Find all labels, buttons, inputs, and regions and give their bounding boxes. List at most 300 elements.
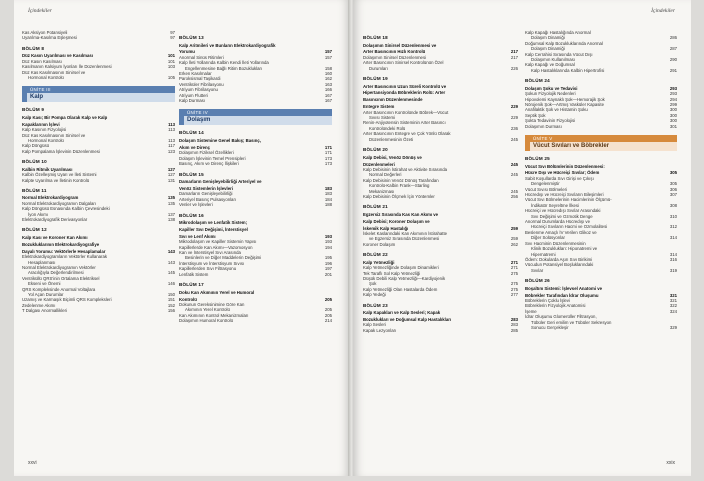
entry-page: 259: [510, 225, 518, 231]
entry-page: 117: [168, 143, 175, 149]
entry-title: Kalp Debisinin Venöz Dönüş Tarafından: [363, 177, 439, 183]
toc-entry: [363, 219, 518, 224]
entry-title: Elektrokardiyografik Derivasyonlar: [22, 217, 88, 223]
entry-title: Hücreiçi Sıvıların Hacmi ve Ozmolalitesi: [531, 224, 608, 230]
entry-title: İdrar Oluşumu Glomerüller Filtrasyon,: [525, 314, 597, 320]
entry-page: 217: [510, 54, 518, 60]
entry-page: 171: [324, 150, 332, 156]
entry-page: 183: [324, 191, 332, 197]
toc-entry: [363, 66, 518, 71]
entry-page: 135: [167, 200, 175, 206]
entry-title: Normal Elektrokardiyogramın Vektörler: [22, 264, 96, 270]
entry-page: 245: [510, 188, 518, 194]
entry-title: Kalp Debisinin İstirahat ve Aktivite Sırasında: [363, 166, 448, 172]
toc-entry: [22, 217, 175, 222]
entry-page: 291: [669, 67, 677, 73]
entry-title: Yol Açan Durumlar: [28, 292, 64, 297]
unit-title: Kalp: [30, 94, 44, 101]
entry-page: 97: [170, 35, 175, 41]
entry-title: Kalp Hastalıklarında Kalbin Hipertrofisi: [531, 67, 605, 73]
chapter-heading: BÖLÜM 13: [179, 35, 204, 40]
chapter-heading: BÖLÜM 14: [179, 130, 204, 136]
entry-title: Şok: [369, 281, 377, 287]
entry-page: 103: [167, 64, 175, 70]
entry-page: 127: [167, 172, 175, 178]
entry-page: 271: [510, 265, 518, 271]
toc-entry: [525, 164, 677, 169]
entry-page: 293: [669, 85, 677, 91]
entry-title: Damarların Genişleyebilirliği Arteriyel ve: [179, 179, 262, 184]
entry-title: Klinik Bozuklukları: Hiponatremi ve: [531, 246, 598, 252]
entry-title: Kapiller Sıvı Değişimi, İnterstisyel: [179, 226, 248, 232]
entry-title: Böbreklerin Çoklu İşlevi: [525, 297, 570, 303]
entry-title: Dolaşım Şoku ve Tedavisi: [525, 85, 578, 91]
entry-title: İşeme: [525, 308, 537, 314]
toc-entry: [363, 155, 518, 160]
entry-page: 156: [167, 308, 175, 314]
entry-page: 143: [167, 259, 175, 265]
running-head: İçindekiler: [651, 8, 675, 14]
entry-page: 151: [167, 297, 175, 303]
entry-title: Entegre Sistem: [363, 104, 395, 110]
entry-title: Böbreklerin Fizyolojik Anatomisi: [525, 303, 586, 309]
entry-title: Kalp Pompalama İşlevinin Düzenlenmesi: [22, 148, 100, 154]
chapter-heading: BÖLÜM 26: [525, 278, 550, 284]
toc-column: [363, 30, 518, 333]
entry-title: Hücreiçi ve Hücredışı Sıvılar Arasındaki: [525, 208, 601, 214]
entry-title: Düz Kas Kasılmasının Sinirsel ve: [22, 69, 86, 75]
entry-title: Kalp Durması: [179, 98, 206, 104]
entry-title: Kalp Döngüsü Esnasında Kalbin Çevresindeki: [22, 206, 110, 212]
entry-title: Durumları: [369, 65, 388, 71]
entry-page: 101: [167, 53, 175, 59]
chapter-heading: BÖLÜM 22: [363, 252, 388, 258]
entry-title: Düzenlenmeleri: [363, 161, 395, 167]
entry-title: Beslenme Amaçlı İV Verilen Glikoz ve: [525, 229, 597, 235]
entry-page: 277: [510, 292, 518, 298]
entry-title: Ödem: Dokularda Aşırı Sıvı Birikimi: [525, 256, 593, 262]
entry-page: 226: [510, 65, 518, 71]
entry-page: 160: [324, 71, 332, 77]
entry-title: Kalp Debisi, Venöz Dönüş ve: [363, 154, 422, 160]
entry-page: 314: [669, 251, 677, 257]
entry-page: 194: [324, 244, 332, 250]
entry-page: 245: [510, 172, 518, 178]
entry-page: 285: [510, 327, 518, 333]
entry-title: Kapillerlerde Kan Akımı—Vazomosyon: [179, 244, 253, 250]
entry-page: 163: [324, 81, 332, 87]
entry-title: Dolaşımın Sinirsel Düzenlenmesi: [363, 54, 427, 60]
entry-title: İnterstisyum ve İnterstisyum Sıvısı: [179, 260, 245, 266]
entry-title: Atriyum Fibrilasyonu: [179, 87, 218, 93]
entry-page: 306: [669, 186, 677, 192]
toc-entry: [363, 84, 518, 89]
entry-title: Ventriküllü QRS'inin Ortalama Elektriksel: [22, 275, 100, 281]
entry-title: Bozuklukları ve Doğumsal Kalp Hastalıkları: [363, 317, 452, 323]
entry-page: 300: [669, 107, 677, 113]
unit-title: Dolaşım: [187, 117, 211, 124]
toc-entry: [22, 178, 175, 183]
toc-entry: [22, 149, 175, 154]
entry-page: 324: [669, 308, 677, 314]
entry-title: QRS Kompleksinde Anormal Voltajlara: [22, 286, 96, 292]
entry-title: Vücut Sıvı Bölmelerinin Hacimlerinin Ölçümü-: [525, 197, 612, 203]
chapter-heading: BÖLÜM 8: [22, 45, 45, 51]
toc-entry: [179, 43, 332, 48]
entry-title: Kalp Kapağı Hastalığında Anormal: [525, 30, 591, 35]
entry-title: Normal Elektrokardiyogramın Dalgaları: [22, 200, 97, 206]
entry-page: 113: [168, 137, 175, 143]
entry-title: Hormonal Kontrolü: [28, 74, 64, 80]
entry-title: Kan Akımının Kontrol Mekanizmaları: [179, 312, 249, 318]
chapter-heading: BÖLÜM 16: [179, 212, 204, 218]
entry-page: 157: [324, 49, 332, 55]
toc-entry: [22, 242, 175, 247]
entry-title: Dolaşım İşlevinin Temel Prensipleri: [179, 155, 246, 161]
entry-page: 283: [510, 322, 518, 328]
entry-page: 262: [510, 241, 518, 247]
entry-page: 259: [510, 236, 518, 242]
entry-title: Tübüler Geri emilim ve Tübüler Sekresyon: [531, 319, 612, 325]
entry-page: 173: [324, 155, 332, 161]
entry-page: 162: [324, 76, 332, 82]
entry-title: Dolaşımın Durması: [525, 123, 562, 129]
entry-page: 193: [324, 239, 332, 245]
entry-page: 286: [669, 35, 677, 41]
entry-title: Dolaşımın Kullanılması: [531, 57, 575, 63]
entry-title: Böbrekler Tarafından İdrar Oluşumu: [525, 292, 599, 298]
entry-title: Kalbin Ritmik Uyarılması: [22, 166, 73, 172]
entry-title: Paroksismal Taşikardi: [179, 76, 221, 82]
entry-title: Mikrodolaşım ve Kapiller Sistemin Yapısı: [179, 239, 257, 245]
entry-page: 312: [669, 224, 677, 230]
entry-title: Şokta Tedavinin Fizyolojisi: [525, 118, 576, 124]
entry-title: Kalp Yedeği: [363, 292, 386, 298]
entry-page: 138: [167, 217, 175, 223]
entry-title: Bozukluklarının Elektrokardiyografiye: [22, 241, 100, 247]
entry-page: 214: [324, 318, 332, 324]
toc-entry: [363, 328, 518, 333]
entry-page: 314: [669, 235, 677, 241]
toc-entry: [525, 286, 677, 291]
toc-entry: [179, 98, 332, 103]
unit-banner: [22, 86, 175, 102]
toc-entry: [179, 138, 332, 143]
entry-title: Arter Basıncının Kontrolünde Böbrek—Vücut: [363, 109, 449, 115]
page-number: xxvi: [28, 460, 37, 466]
entry-title: Arteriyel Basınç Pulsasyonları: [179, 196, 237, 202]
entry-title: Şokun Fizyolojik Nedenleri: [525, 91, 576, 97]
entry-title: Basınç, Akım ve Direnç İlişkileri: [179, 161, 239, 167]
entry-page: 167: [324, 98, 332, 104]
entry-title: Hipertansiyonda Böbreklerin Rolü: Arter: [363, 90, 446, 96]
entry-title: Vücut Sıvı Bölümlerinin Düzenlenmesi:: [525, 163, 605, 169]
entry-page: 131: [167, 177, 175, 183]
entry-title: Damarların Genişleyebilirliği: [179, 191, 233, 197]
entry-page: 300: [669, 118, 677, 124]
toc-entry: [22, 235, 175, 240]
entry-title: Atriyum Flutteri: [179, 92, 208, 98]
entry-title: Vücudun Potansiyel Boşluklarındaki: [525, 262, 594, 268]
entry-title: Kalp Döngüsü: [22, 143, 49, 149]
toc-entry: [179, 220, 332, 225]
entry-page: 167: [324, 92, 332, 98]
toc-entry: [22, 115, 175, 120]
entry-title: Doğumsal Kalp Bozukluklarında Anormal: [525, 40, 603, 46]
entry-page: 229: [510, 104, 518, 110]
entry-page: 197: [324, 266, 332, 272]
entry-page: 245: [510, 161, 518, 167]
toc-entry: [22, 308, 175, 313]
entry-title: Zedelenme Akımı: [22, 302, 56, 308]
entry-title: Arter Basıncının Uzun Süreli Kontrolü ve: [363, 83, 447, 89]
toc-entry: [363, 292, 518, 297]
unit-title: Vücut Sıvıları ve Böbrekler: [533, 143, 610, 149]
entry-page: 287: [669, 46, 677, 52]
entry-page: 145: [167, 270, 175, 276]
toc-entry: [22, 75, 175, 80]
entry-page: 171: [324, 144, 332, 150]
toc-entry: [363, 242, 518, 247]
entry-page: 321: [669, 297, 677, 303]
entry-page: 310: [669, 213, 677, 219]
entry-page: 308: [669, 202, 677, 208]
entry-title: Arter Basıncının Hızlı Kontrolü: [363, 49, 426, 55]
entry-title: Düşük Debili Kalp Yetmezliği—Kardiyojenik: [363, 276, 446, 281]
entry-page: 137: [167, 211, 175, 217]
entry-title: Sıvı Değişimi ve Ozmotik Denge: [531, 213, 593, 219]
entry-title: Düz Kas Kasılmasının Sinirsel ve: [22, 132, 86, 138]
entry-page: 319: [669, 267, 677, 273]
entry-title: Kapillerlerden Sıvı Filtrasyonu: [179, 266, 237, 272]
toc-entry: [525, 124, 677, 129]
chapter-heading: BÖLÜM 23: [363, 302, 388, 308]
entry-title: Mikrodolaşım ve Lenfatik Sistem;: [179, 220, 248, 226]
entry-page: 105: [167, 74, 175, 80]
toc-entry: [525, 68, 677, 73]
entry-page: 229: [510, 115, 518, 121]
entry-title: Hücre Dışı ve Hücreiçi Sıvılar; Ödem: [525, 170, 600, 176]
entry-page: 300: [669, 112, 677, 118]
chapter-heading: BÖLÜM 19: [363, 76, 388, 82]
entry-title: Elektrokardiyogramların Vektörler Kullanarak: [22, 254, 108, 260]
entry-page: 113: [168, 127, 175, 133]
entry-page: 275: [510, 281, 518, 287]
entry-title: Dolaşımın Fiziksel Özellikleri: [179, 150, 234, 156]
entry-page: 193: [324, 233, 332, 239]
entry-title: Kas Aksiyon Potansiyeli: [22, 30, 68, 35]
entry-title: Tek Taraflı Sol Kalp Yetmezliği: [363, 270, 421, 276]
entry-title: Sıvı Hacminin Düzenlenmesinin: [525, 240, 586, 246]
entry-page: 146: [167, 281, 175, 287]
entry-title: Basıncının Düzenlenmesinde: [363, 97, 423, 103]
entry-title: Kalp Yetmezliği Olan Hastalarda Ödem: [363, 286, 438, 292]
entry-page: 123: [167, 148, 175, 154]
toc-entry: [525, 325, 677, 330]
entry-page: 275: [510, 270, 518, 276]
entry-page: 101: [167, 58, 175, 64]
entry-page: 184: [324, 196, 332, 202]
entry-page: 205: [324, 296, 332, 302]
entry-title: Nörojenik Şok—Artmış Vasküler Kapasite: [525, 101, 604, 107]
entry-page: 113: [168, 121, 175, 127]
entry-page: 256: [510, 193, 518, 199]
entry-page: 152: [167, 302, 175, 308]
entry-title: Dengelenmiştir: [531, 181, 560, 187]
toc-entry: [363, 90, 518, 95]
entry-title: Dokunun Gereksinimine Göre Kan: [179, 301, 245, 307]
entry-title: Arter Basıncının Sinirsel Kontrolünün Özel: [363, 60, 444, 66]
page-number: xxix: [666, 460, 675, 466]
entry-title: Düz Kasın Uyarılması ve Kasılması: [22, 53, 93, 59]
entry-page: 173: [324, 161, 332, 167]
entry-title: Venöz Sistemlerin İşlevleri: [179, 185, 233, 191]
entry-page: 290: [669, 57, 677, 63]
entry-page: 205: [324, 307, 332, 313]
entry-title: Normal Değerleri: [369, 172, 402, 178]
entry-title: Kalp İleti Yollarında Kalbin Kendi İleti Yollarında: [179, 60, 269, 66]
entry-title: Kapaklarının İşlevi: [22, 121, 60, 127]
entry-title: Kalp Kası ve Koroner Kan Akımı: [22, 234, 88, 240]
chapter-heading: BÖLÜM 18: [363, 35, 388, 40]
entry-page: 271: [510, 259, 518, 265]
entry-title: Mekanizması: [369, 188, 395, 194]
entry-title: Lenfatik Sistem: [179, 271, 209, 277]
entry-title: İndikatör Seyreltme İlkesi: [531, 202, 580, 208]
chapter-heading: BÖLÜM 10: [22, 159, 47, 165]
unit-number: ÜNİTE IV: [184, 109, 332, 116]
entry-page: 305: [669, 170, 677, 176]
entry-title: Hipovolemi Kaynaklı Şok—Hemorajik Şok: [525, 96, 605, 102]
toc-column: [179, 30, 332, 324]
entry-page: 329: [669, 324, 677, 330]
toc-entry: [363, 212, 518, 217]
toc-entry: [363, 43, 518, 48]
entry-title: Egzersiz Sırasında Kas Kan Akımı ve: [363, 211, 439, 217]
entry-page: 322: [669, 303, 677, 309]
entry-title: Sıvılar: [531, 267, 544, 273]
entry-title: Uzamış ve Karmaşık Biçimli QRS Kompleksleri: [22, 297, 112, 303]
toc-entry: [179, 318, 332, 323]
entry-page: 196: [324, 260, 332, 266]
entry-page: 245: [510, 136, 518, 142]
entry-title: Yorumu: [179, 49, 195, 55]
entry-title: Sabit Koşullarda Sıvı Girişi ve Çıkışı: [525, 175, 594, 181]
entry-page: 294: [669, 96, 677, 102]
chapter-heading: BÖLÜM 12: [22, 227, 47, 233]
unit-number: ÜNİTE V: [530, 135, 677, 142]
entry-title: Dolaşım Dinamiği: [531, 46, 565, 52]
entry-title: İskemik Kalp Hastalığı: [363, 225, 409, 231]
entry-title: Kasılmanın Kalsiyum İyonları İle Düzenlenmesi: [22, 64, 112, 70]
unit-banner: [525, 135, 677, 151]
entry-title: Vücut Sıvısı Bölmeleri: [525, 186, 568, 192]
toc-entry: [179, 179, 332, 184]
entry-title: Kalp Kapakları ve Kalp Sesleri; Kapak: [363, 310, 441, 316]
entry-page: 316: [669, 256, 677, 262]
entry-page: 299: [669, 101, 677, 107]
entry-page: 301: [669, 123, 677, 129]
entry-title: Uyarılma-Kasılma Eşleşmesi: [22, 35, 77, 41]
entry-page: 305: [669, 181, 677, 187]
entry-title: Hücredışı ve Hücreiçi Sıvıların Bileşimleri: [525, 192, 604, 198]
entry-title: Akım ve Direnç: [179, 144, 211, 150]
toc-entry: [179, 272, 332, 277]
entry-title: Dolaşım Sistemine Genel Bakış; Basınç,: [179, 137, 261, 143]
entry-title: Anafilaktik Şok ve Histamin Şoku: [525, 107, 588, 113]
chapter-heading: BÖLÜM 21: [363, 204, 388, 210]
entry-title: Dolaşımın Sinirsel Düzenlenmesi ve: [363, 42, 437, 48]
entry-title: Kontrolü: [179, 296, 197, 302]
entry-page: 205: [324, 312, 332, 318]
entry-title: Hipernatremi: [531, 251, 556, 257]
running-head: İçindekiler: [28, 8, 52, 14]
entry-page: 283: [510, 317, 518, 323]
chapter-heading: BÖLÜM 11: [22, 187, 47, 193]
entry-page: 135: [167, 195, 175, 201]
entry-page: 183: [324, 185, 332, 191]
toc-entry: [525, 268, 677, 273]
toc-column: [22, 30, 175, 314]
toc-entry: [179, 161, 332, 166]
chapter-heading: BÖLÜM 9: [22, 107, 45, 113]
entry-title: Renin-Anjiyotensin Sisteminin Arter Basıncı: [363, 120, 446, 126]
chapter-heading: BÖLÜM 17: [179, 282, 204, 288]
entry-page: 188: [324, 202, 332, 208]
entry-page: 150: [167, 292, 175, 297]
chapter-heading: BÖLÜM 24: [525, 78, 550, 84]
entry-title: İskelet Kaslarındaki Kan Akımının İstirahatte: [363, 231, 448, 237]
entry-title: Anormal Sinüs Ritimleri: [179, 54, 224, 60]
toc-column: [525, 30, 677, 330]
entry-title: Besinlerin ve Diğer Maddelerin Değişimi: [185, 255, 262, 261]
entry-title: Septik Şok: [525, 112, 546, 118]
entry-title: Dolaşım Dinamiği: [531, 35, 565, 41]
entry-title: Aracılığıyla Değerlendirilmesi: [28, 270, 84, 276]
entry-title: Dolaşımın Humoral Kontrolü: [179, 318, 233, 324]
entry-title: Sıvısı Sistemi: [369, 115, 396, 121]
entry-page: 217: [510, 49, 518, 55]
entry-title: Kalp Kası; Bir Pompa Olarak Kalp ve Kalp: [22, 114, 108, 120]
entry-page: 321: [669, 292, 677, 298]
entry-title: Ekseni ve Önemi: [28, 281, 61, 287]
entry-title: Engellenmesine Bağlı Ritim Bozuklukları: [185, 65, 263, 71]
entry-title: Diğer Solüsyonlar: [531, 235, 565, 241]
entry-title: Kalp Kasının Fizyolojisi: [22, 127, 67, 133]
entry-page: 275: [510, 286, 518, 292]
entry-title: Kalp Yetmezliğinde Dolaşım Dinamikleri: [363, 265, 439, 271]
entry-title: Kalp Aritmileri ve Bunların Elektrokardiyografik: [179, 42, 276, 48]
entry-title: Kalp Cerrahisi Sırasında Vücut Dışı: [525, 51, 593, 57]
entry-title: Düzenlenmesinin Özeti: [369, 136, 414, 142]
entry-page: 143: [167, 248, 175, 254]
entry-title: T Dalgası Anormallikleri: [22, 308, 68, 314]
entry-page: 97: [170, 30, 175, 35]
entry-title: Kalp Kapağı ve Doğumsal: [525, 62, 575, 68]
toc-entry: [179, 227, 332, 232]
entry-title: Akımının Yerel Kontrolü: [185, 307, 230, 313]
entry-title: İyon Akımı: [28, 211, 49, 217]
entry-title: ve Egzersiz Sırasında Düzenlenmesi: [369, 236, 440, 242]
chapter-heading: BÖLÜM 15: [179, 171, 204, 177]
entry-title: Normal Elektrokardiyogram: [22, 195, 79, 201]
unit-number: ÜNİTE III: [27, 86, 175, 93]
toc-entry: [179, 202, 332, 207]
toc-entry: [179, 290, 332, 295]
entry-title: Kan ve İnterstisyel Sıvı Arasında: [179, 250, 241, 256]
entry-page: 201: [324, 271, 332, 277]
chapter-heading: BÖLÜM 25: [525, 156, 550, 161]
